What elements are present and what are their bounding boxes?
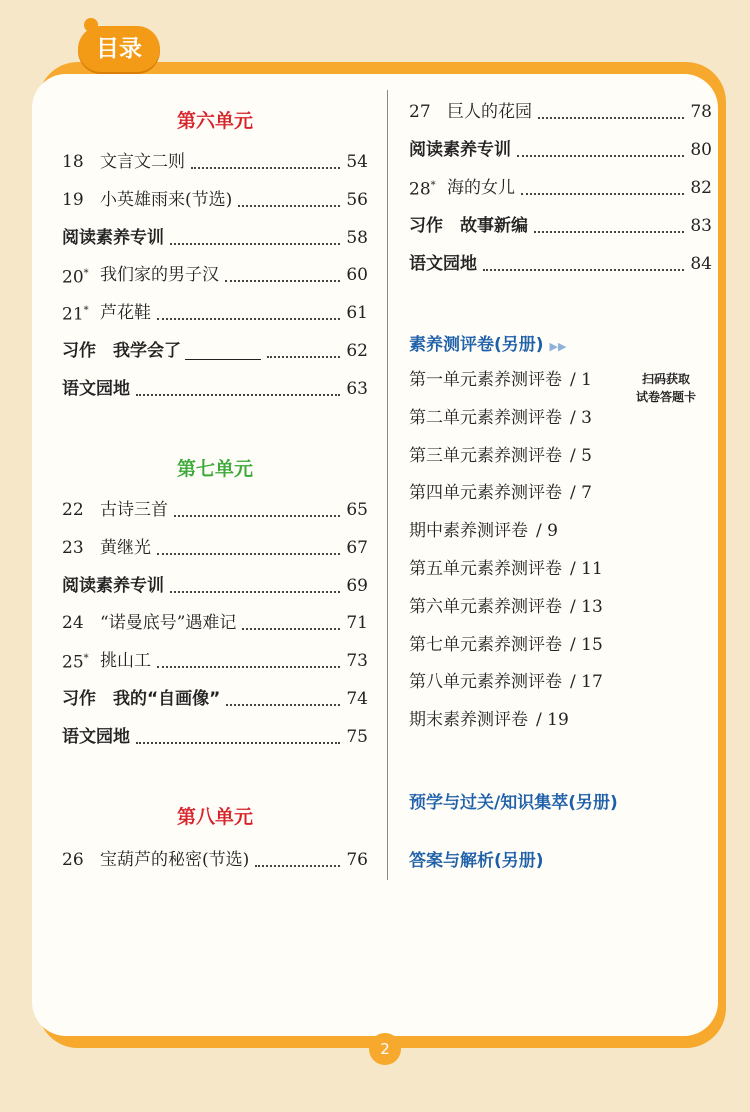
entry-title: 古诗三首 <box>100 500 168 520</box>
test-page: / 11 <box>570 559 603 579</box>
fill-blank-line <box>185 343 261 360</box>
toc-entry <box>409 138 712 162</box>
tests-header: 素养测评卷(另册) ▶▶ <box>409 335 567 355</box>
dot-leader <box>136 730 340 744</box>
test-entry <box>409 368 592 392</box>
page-ref: 83 <box>690 216 712 236</box>
toc-entry <box>409 214 712 238</box>
toc-entry <box>409 100 712 124</box>
lesson-number: 20* <box>62 267 89 288</box>
lesson-number: 22 <box>62 500 84 520</box>
test-title: 期中素养测评卷 <box>409 521 528 542</box>
entry-title: 语文园地 <box>62 726 130 747</box>
test-page: / 7 <box>570 483 592 504</box>
page-ref: 60 <box>346 265 368 286</box>
lesson-number: 19 <box>62 189 84 210</box>
test-entry <box>409 708 569 732</box>
toc-entry <box>62 301 368 325</box>
entry-title: “诺曼底号”遇难记 <box>100 613 237 634</box>
test-page: / 3 <box>570 407 592 428</box>
entry-title: 语文园地 <box>409 254 477 274</box>
dot-leader <box>157 654 340 668</box>
dot-leader <box>483 257 684 271</box>
page-ref: 82 <box>690 178 712 198</box>
lesson-number: 28* <box>409 179 436 200</box>
optional-star: * <box>83 653 89 665</box>
column-divider <box>387 90 388 880</box>
toc-entry <box>62 725 368 749</box>
dot-leader <box>538 105 684 119</box>
toc-entry <box>62 536 368 560</box>
test-title: 第五单元素养测评卷 <box>409 559 562 579</box>
dot-leader <box>517 143 684 157</box>
entry-title: 习作 我的“自画像” <box>62 689 221 709</box>
extra-book-1: 预学与过关/知识集萃(另册) <box>409 793 618 813</box>
dot-leader <box>226 692 340 706</box>
toc-entry <box>62 188 368 212</box>
entry-title: 我们家的男子汉 <box>100 265 219 286</box>
optional-star: * <box>83 267 89 279</box>
entry-title: 习作 我学会了 <box>62 341 181 361</box>
entry-title: 巨人的花园 <box>447 102 532 122</box>
page-ref: 78 <box>690 102 712 122</box>
toc-entry <box>62 263 368 287</box>
optional-star: * <box>430 180 436 192</box>
dot-leader <box>255 853 340 867</box>
test-page: / 5 <box>570 445 592 466</box>
toc-entry <box>62 226 368 250</box>
page-ref: 73 <box>346 651 368 672</box>
test-title: 第二单元素养测评卷 <box>409 407 562 428</box>
page-ref: 76 <box>346 850 368 870</box>
toc-entry <box>62 339 368 363</box>
entry-title: 海的女儿 <box>447 178 515 198</box>
dot-leader <box>157 541 340 555</box>
qr-note: 扫码获取 试卷答题卡 <box>635 372 696 404</box>
toc-entry <box>62 574 368 598</box>
unit-title: 第六单元 <box>176 110 253 132</box>
contents-badge: 目录 <box>78 26 160 72</box>
entry-title: 挑山工 <box>100 651 151 672</box>
toc-entry <box>409 176 712 200</box>
toc-entry <box>62 649 368 673</box>
page-ref: 71 <box>346 613 368 634</box>
page-ref: 69 <box>346 575 368 596</box>
lesson-number: 21* <box>62 305 89 326</box>
test-title: 第三单元素养测评卷 <box>409 445 562 466</box>
test-entry <box>409 557 603 581</box>
page-ref: 54 <box>346 152 368 172</box>
test-page: / 1 <box>570 370 592 390</box>
toc-entry <box>62 687 368 711</box>
test-entry <box>409 595 603 619</box>
test-entry <box>409 670 603 694</box>
dot-leader <box>267 344 340 358</box>
page-ref: 80 <box>690 140 712 160</box>
dot-leader <box>136 382 340 396</box>
page-ref: 65 <box>346 500 368 520</box>
toc-entry <box>62 611 368 635</box>
test-entry <box>409 481 592 505</box>
entry-title: 宝葫芦的秘密(节选) <box>100 850 250 870</box>
test-title: 第四单元素养测评卷 <box>409 483 562 504</box>
lesson-number: 23 <box>62 537 84 558</box>
lesson-number: 25* <box>62 653 89 674</box>
page-ref: 67 <box>346 537 368 558</box>
entry-title: 阅读素养专训 <box>62 227 164 248</box>
test-page: / 15 <box>570 634 603 655</box>
extra-book-2: 答案与解析(另册) <box>409 851 544 871</box>
optional-star: * <box>83 305 89 317</box>
test-title: 期末素养测评卷 <box>409 710 528 731</box>
lesson-number: 27 <box>409 102 431 122</box>
page-ref: 62 <box>346 341 368 361</box>
page-ref: 63 <box>346 378 368 399</box>
entry-title: 黄继光 <box>100 537 151 558</box>
entry-title: 阅读素养专训 <box>409 140 511 160</box>
unit-title: 第七单元 <box>176 458 253 480</box>
dot-leader <box>242 616 340 630</box>
toc-entry <box>409 252 712 276</box>
page-ref: 84 <box>690 254 712 274</box>
entry-title: 文言文二则 <box>100 152 185 172</box>
lesson-number: 24 <box>62 613 84 634</box>
lesson-number: 26 <box>62 850 84 870</box>
arrow-icon: ▶▶ <box>549 340 567 353</box>
entry-title: 语文园地 <box>62 378 130 399</box>
dot-leader <box>170 579 340 593</box>
dot-leader <box>521 181 684 195</box>
entry-title: 芦花鞋 <box>100 303 151 324</box>
test-page: / 13 <box>570 596 603 617</box>
dot-leader <box>157 306 340 320</box>
toc-entry <box>62 498 368 522</box>
unit-title: 第八单元 <box>176 806 253 828</box>
test-title: 第八单元素养测评卷 <box>409 672 562 693</box>
page-ref: 58 <box>346 227 368 248</box>
page-ref: 61 <box>346 303 368 324</box>
toc-entry <box>62 377 368 401</box>
page-ref: 75 <box>346 726 368 747</box>
entry-title: 阅读素养专训 <box>62 575 164 596</box>
test-entry <box>409 406 592 430</box>
entry-title: 小英雄雨来(节选) <box>100 189 233 210</box>
dot-leader <box>174 503 340 517</box>
lesson-number: 18 <box>62 152 84 172</box>
entry-title: 习作 故事新编 <box>409 216 528 236</box>
dot-leader <box>225 268 340 282</box>
toc-entry <box>62 150 368 174</box>
page-ref: 74 <box>346 689 368 709</box>
test-entry <box>409 519 558 543</box>
dot-leader <box>238 193 340 207</box>
toc-entry <box>62 848 368 872</box>
dot-leader <box>170 231 340 245</box>
test-title: 第一单元素养测评卷 <box>409 370 562 390</box>
test-page: / 9 <box>536 521 558 542</box>
test-entry <box>409 444 592 468</box>
test-page: / 19 <box>536 710 569 731</box>
test-entry <box>409 633 603 657</box>
test-title: 第六单元素养测评卷 <box>409 596 562 617</box>
page-number: 2 <box>369 1033 401 1065</box>
test-page: / 17 <box>570 672 603 693</box>
dot-leader <box>534 219 684 233</box>
page-ref: 56 <box>346 189 368 210</box>
dot-leader <box>191 155 340 169</box>
test-title: 第七单元素养测评卷 <box>409 634 562 655</box>
